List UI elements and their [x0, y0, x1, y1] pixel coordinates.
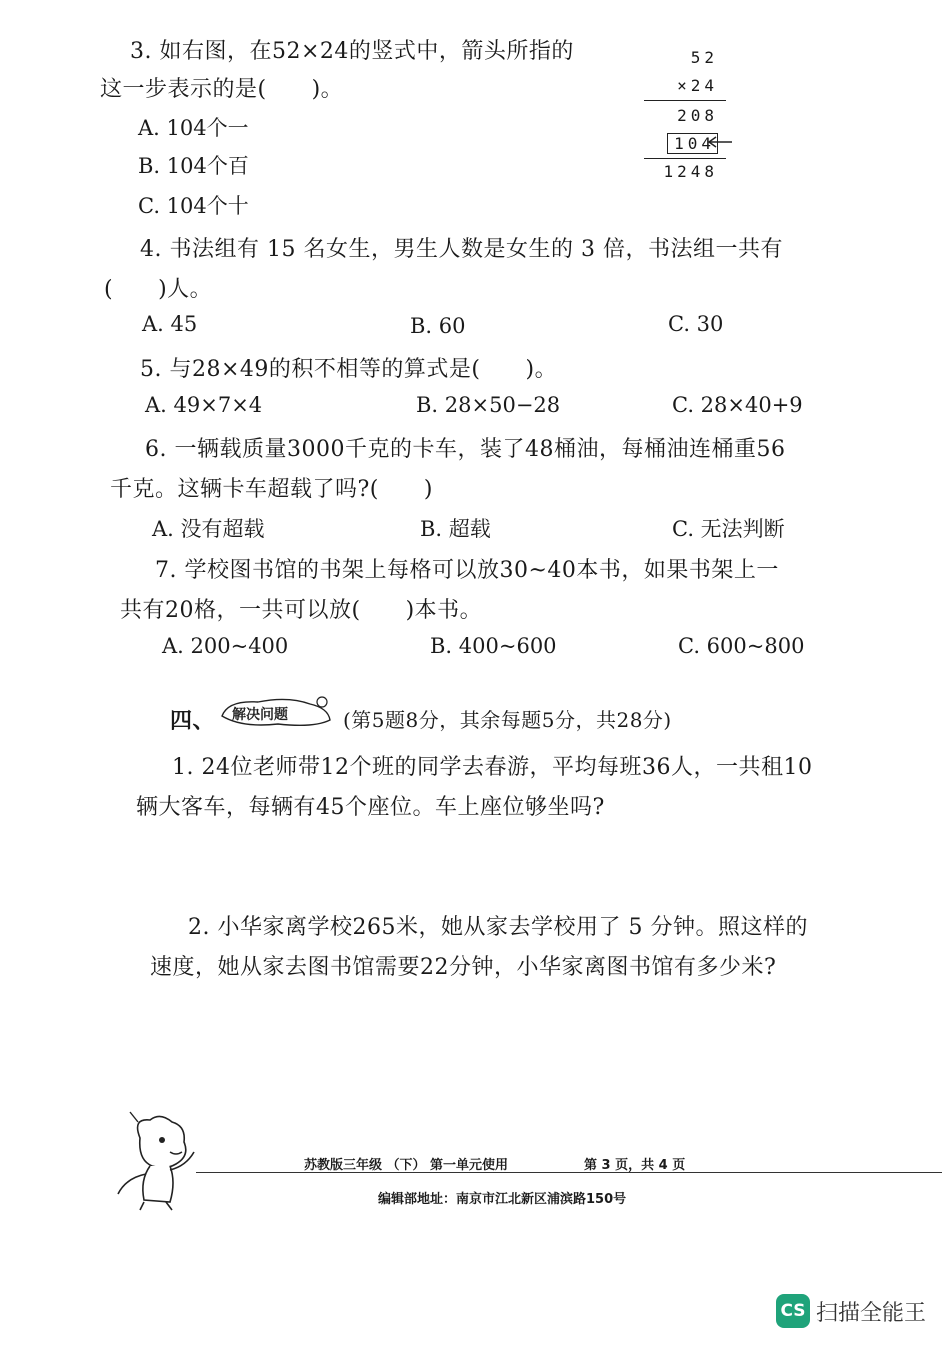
p2-line1: 2. 小华家离学校265米，她从家去学校用了 5 分钟。照这样的	[188, 915, 808, 940]
q4-line2: ( )人。	[104, 277, 213, 302]
footer-page: 第 3 页，共 4 页	[584, 1158, 686, 1173]
q4-line1: 4. 书法组有 15 名女生，男生人数是女生的 3 倍，书法组一共有	[140, 237, 783, 262]
q4-option-c: C. 30	[668, 312, 724, 336]
arrow-left-icon	[706, 134, 734, 150]
p1-line1: 1. 24位老师带12个班的同学去春游，平均每班36人，一共租10	[172, 755, 813, 780]
q5-option-b: B. 28×50−28	[416, 393, 561, 417]
q5-option-a: A. 49×7×4	[145, 393, 263, 417]
calc-partial-2: 104	[667, 133, 718, 154]
camscanner-name: 扫描全能王	[816, 1301, 927, 1326]
q3-option-a: A. 104个一	[138, 116, 249, 140]
calc-top: 52	[690, 48, 718, 67]
q7-line2: 共有20格，一共可以放( )本书。	[120, 598, 483, 623]
section-number: 四、	[170, 708, 216, 734]
camscanner-logo-icon: CS	[776, 1294, 810, 1328]
q3-option-b: B. 104个百	[138, 154, 249, 178]
q3-line2: 这一步表示的是( )。	[100, 77, 344, 102]
q5-line1: 5. 与28×49的积不相等的算式是( )。	[140, 357, 558, 382]
footer-address: 编辑部地址：南京市江北新区浦滨路150号	[378, 1192, 627, 1207]
q7-option-b: B. 400~600	[430, 634, 557, 658]
q6-option-c: C. 无法判断	[672, 517, 785, 541]
q3-line1: 3. 如右图，在52×24的竖式中，箭头所指的	[130, 39, 574, 64]
q5-option-c: C. 28×40+9	[672, 393, 803, 417]
q6-line1: 6. 一辆载质量3000千克的卡车，装了48桶油，每桶油连桶重56	[145, 437, 786, 462]
p1-line2: 辆大客车，每辆有45个座位。车上座位够坐吗?	[136, 795, 605, 820]
calc-partial-1: 208	[677, 106, 718, 125]
q4-option-a: A. 45	[142, 312, 198, 336]
q3-option-c: C. 104个十	[138, 194, 249, 218]
q7-option-a: A. 200~400	[162, 634, 289, 658]
q6-line2: 千克。这辆卡车超载了吗?( )	[110, 477, 433, 502]
calc-result: 1248	[663, 162, 718, 181]
calc-multiplier: ×24	[677, 76, 718, 95]
q4-option-b: B. 60	[410, 314, 466, 338]
section-badge-text: 解决问题	[232, 707, 288, 723]
q7-line1: 7. 学校图书馆的书架上每格可以放30~40本书，如果书架上一	[155, 558, 779, 583]
footer-edition: 苏教版三年级 （下） 第一单元使用	[304, 1158, 509, 1173]
calc-rule-1	[644, 100, 726, 101]
mascot-illustration	[110, 1108, 206, 1212]
q6-option-a: A. 没有超载	[152, 517, 265, 541]
section-note: (第5题8分，其余每题5分，共28分)	[343, 708, 672, 732]
section-badge-graphic	[218, 694, 336, 730]
p2-line2: 速度，她从家去图书馆需要22分钟，小华家离图书馆有多少米?	[150, 955, 777, 980]
q6-option-b: B. 超载	[420, 517, 491, 541]
q7-option-c: C. 600~800	[678, 634, 805, 658]
calc-rule-2	[644, 158, 726, 159]
